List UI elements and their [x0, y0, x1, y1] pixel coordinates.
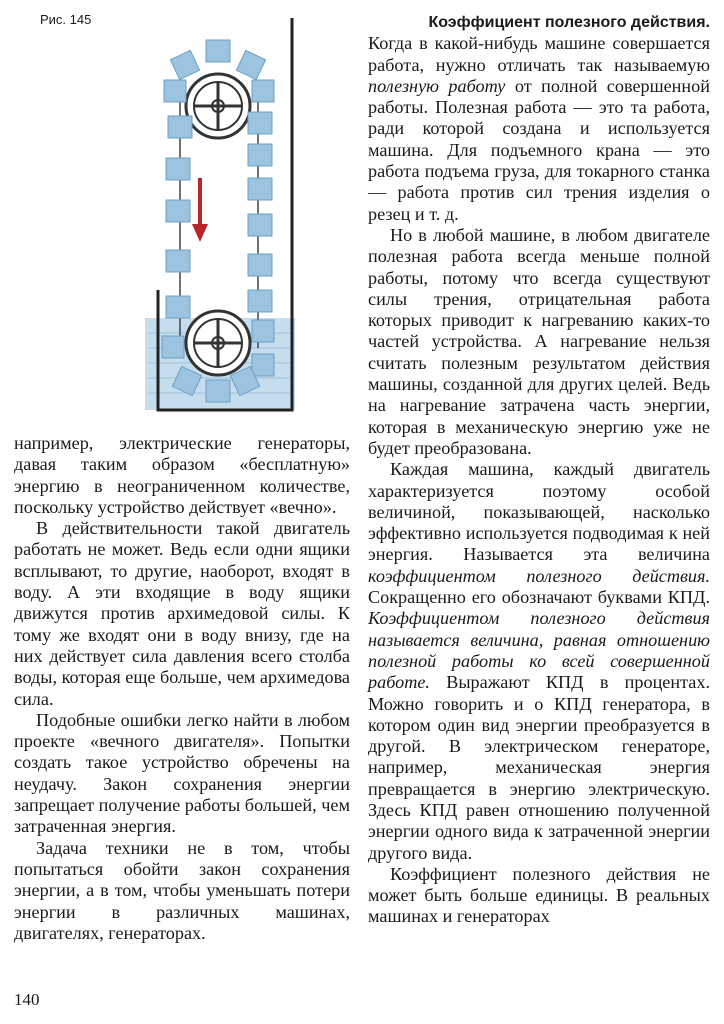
- text-run: Выражают КПД в процентах. Можно говорить и о КПД генератора, в котором один вид энергии преобразуется в другой. В электрическом генераторе, например, механическая энергия превращается в энергию электрическую. Здесь КПД равен отношению полученной энергии одного вида к затраченной энергии другого вида.: [368, 672, 710, 863]
- paragraph: [368, 459, 710, 864]
- emphasis: коэффициентом полезного действия.: [368, 565, 710, 586]
- left-column: [14, 433, 350, 944]
- paragraph: В действительности такой двигатель работать не может. Ведь если одни ящики всплывают, то другие, наоборот, входят в воду. А эти входящие в воду ящики движутся против архимедовой силы. К тому же входят они в воду внизу, где на них действует сила давления всего столба воды, которая еще больше, чем архимедова сила.: [14, 518, 350, 709]
- text-run: Каждая машина, каждый двигатель характеризуется поэтому особой величиной, показывающей, насколько эффективно используется подводимая к ней энергия. Называется эта величина: [368, 459, 710, 565]
- paragraph: [368, 33, 710, 225]
- down-arrow-icon: [192, 178, 208, 242]
- perpetual-motion-figure: [140, 18, 300, 418]
- paragraph: Подобные ошибки легко найти в любом проекте «вечного двигателя». Попытки создать такое устройство обречены на неудачу. Закон сохранения энергии запрещает получение работы большей, чем затраченная энергия.: [14, 709, 350, 837]
- section-heading: Коэффициент полезного действия.: [428, 14, 710, 31]
- emphasis: Коэффициентом полезного действия называется величина, равная отношению полезной работы ко всей совершенной работе.: [368, 608, 710, 693]
- page-number: 140: [14, 990, 40, 1009]
- paragraph: Коэффициент полезного действия не может быть больше единицы. В реальных машинах и генераторах: [368, 863, 710, 927]
- right-column: [368, 12, 710, 928]
- text-run: от полной совершенной работы. Полезная работа — это та работа, ради которой создана и используется машина. Для подъемного крана — это работа подъема груза, для токарного станка — работа против сил трения изделия о резец и т. д.: [368, 75, 710, 224]
- upper-wheel: [186, 74, 250, 138]
- emphasis: полезную работу: [368, 75, 506, 96]
- paragraph: например, электрические генераторы, давая таким образом «бесплатную» энергию в неограниченном количестве, поскольку устройство действует «вечно».: [14, 433, 350, 517]
- text-run: Сокращенно его обозначают буквами КПД.: [368, 587, 710, 608]
- figure-caption: Рис. 145: [40, 12, 92, 27]
- lower-wheel: [186, 311, 250, 375]
- text-run: Когда в какой-нибудь машине совершается работа, нужно отличать так называемую: [368, 33, 710, 75]
- paragraph: Но в любой машине, в любом двигателе полезная работа всегда меньше полной работы, потому что всегда существуют силы трения, отрицательная работа которых приводит к нагреванию каких-то частей устройства. А нагревание нельзя считать полезным результатом действия машины, созданной для других целей. Ведь на нагревание затрачена часть энергии, которая в механическую энергию уже не будет преобразована.: [368, 224, 710, 458]
- paragraph: Задача техники не в том, чтобы попытаться обойти закон сохранения энергии, а в том, чтобы уменьшать потери энергии в различных машинах, двигателях, генераторах.: [14, 837, 350, 943]
